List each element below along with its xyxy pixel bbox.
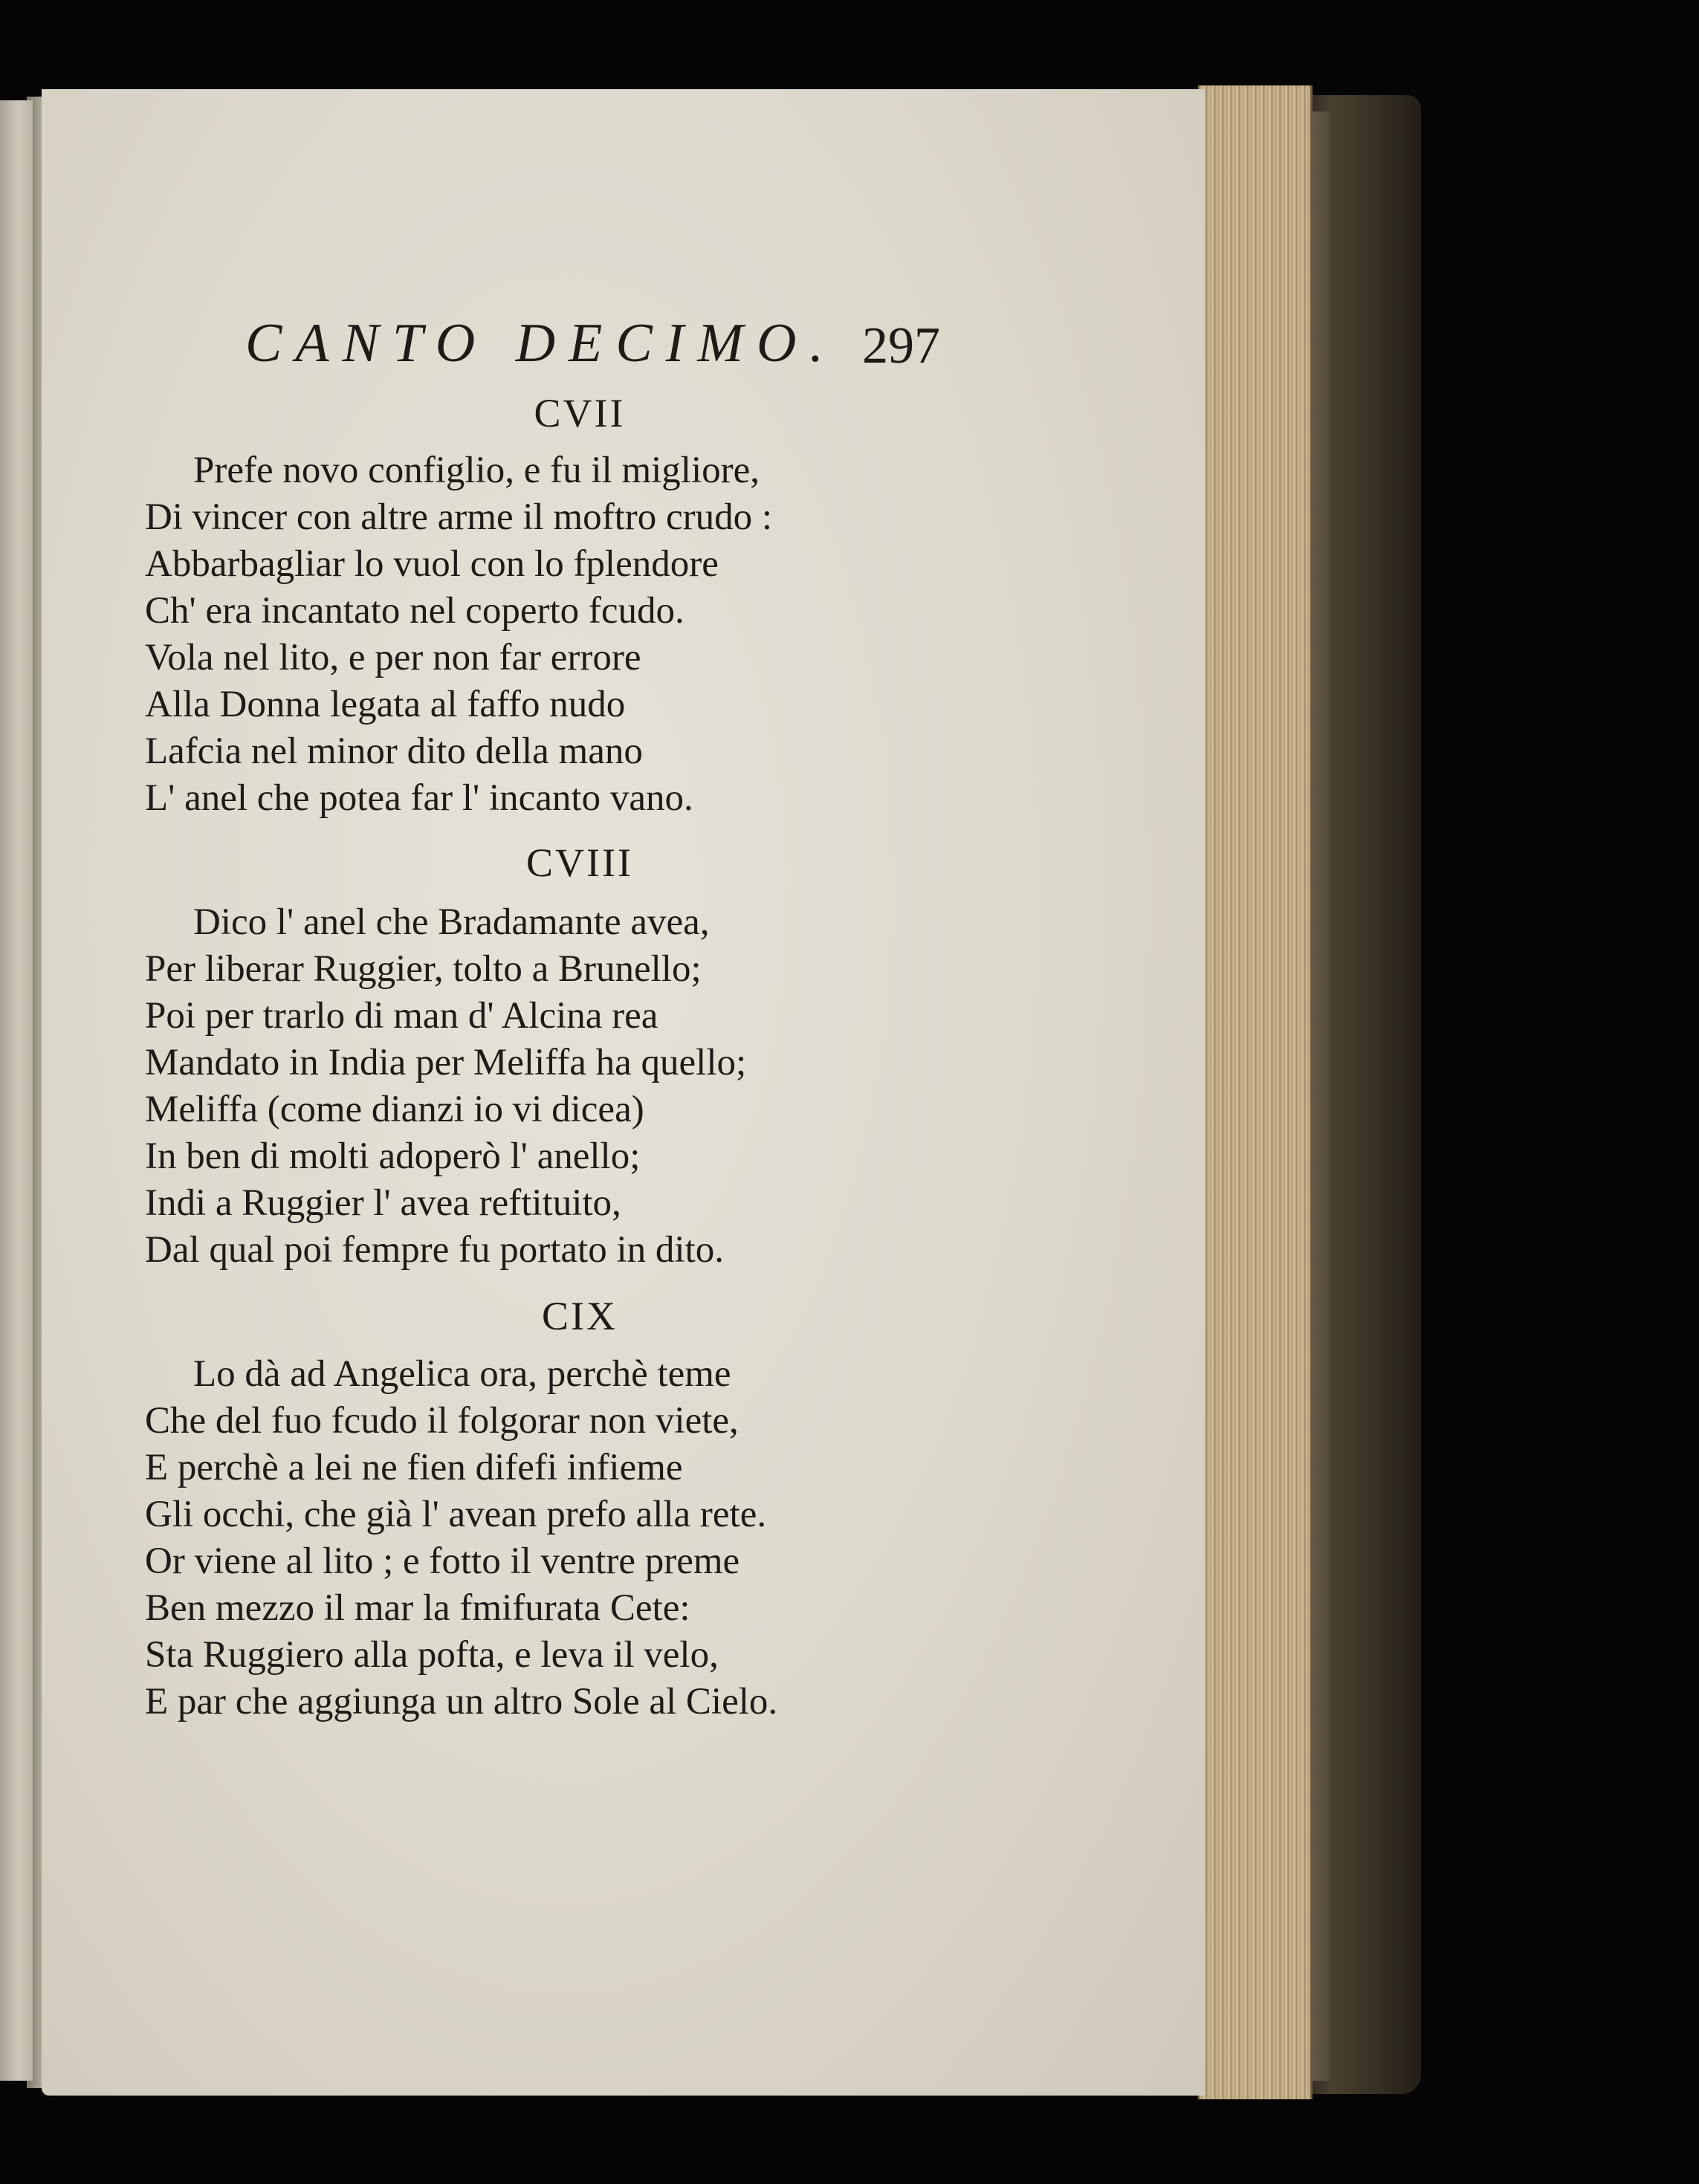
verse-line: E par che aggiunga un altro Sole al Cielo. — [145, 1681, 778, 1723]
verse-line: Prefe novo configlio, e fu il migliore, — [193, 450, 760, 491]
verse-line: Alla Donna legata al faffo nudo — [145, 684, 626, 725]
verse-line: In ben di molti adoperò l' anello; — [145, 1135, 641, 1177]
verse-line: Mandato in India per Meliffa ha quello; — [145, 1042, 747, 1083]
page-stack-edge — [1198, 85, 1313, 2099]
facing-page-edge — [0, 100, 34, 2081]
stanza — [145, 1351, 1000, 1726]
verse-line: Poi per trarlo di man d' Alcina rea — [145, 995, 658, 1037]
verse-line: Ben mezzo il mar la fmifurata Cete: — [145, 1587, 690, 1629]
running-title: CANTO DECIMO. — [245, 313, 837, 374]
verse-line: Ch' era incantato nel coperto fcudo. — [145, 590, 685, 632]
stanza — [145, 447, 1000, 822]
verse-line: Che del fuo fcudo il folgorar non viete, — [145, 1400, 739, 1442]
stanza — [145, 899, 1000, 1274]
verse-line: Meliffa (come dianzi io vi dicea) — [145, 1089, 644, 1130]
verse-line: Gli occhi, che già l' avean prefo alla rete. — [145, 1494, 767, 1535]
stanza-number: CVIII — [526, 840, 633, 885]
stanza-number: CVII — [534, 391, 626, 435]
verse-line: L' anel che potea far l' incanto vano. — [145, 777, 693, 819]
verse-line: Dico l' anel che Bradamante avea, — [193, 901, 710, 943]
verse-line: Lo dà ad Angelica ora, perchè teme — [193, 1353, 731, 1395]
verse-line: E perchè a lei ne fien difefi infieme — [145, 1447, 683, 1488]
verse-line: Or viene al lito ; e fotto il ventre preme — [145, 1540, 740, 1582]
verse-line: Per liberar Ruggier, tolto a Brunello; — [145, 948, 702, 990]
verse-line: Dal qual poi fempre fu portato in dito. — [145, 1229, 724, 1271]
stanza-number: CIX — [542, 1294, 618, 1338]
verse-line: Vola nel lito, e per non far errore — [145, 637, 641, 678]
verse-line: Lafcia nel minor dito della mano — [145, 730, 643, 772]
binding-edge — [1310, 111, 1330, 2081]
page-number: 297 — [862, 317, 940, 375]
running-head — [245, 312, 974, 401]
verse-line: Di vincer con altre arme il moftro crudo : — [145, 496, 773, 538]
verse-line: Abbarbagliar lo vuol con lo fplendore — [145, 543, 719, 585]
verse-line: Sta Ruggiero alla pofta, e leva il velo, — [145, 1634, 719, 1676]
verse-line: Indi a Ruggier l' avea reftituito, — [145, 1182, 621, 1224]
